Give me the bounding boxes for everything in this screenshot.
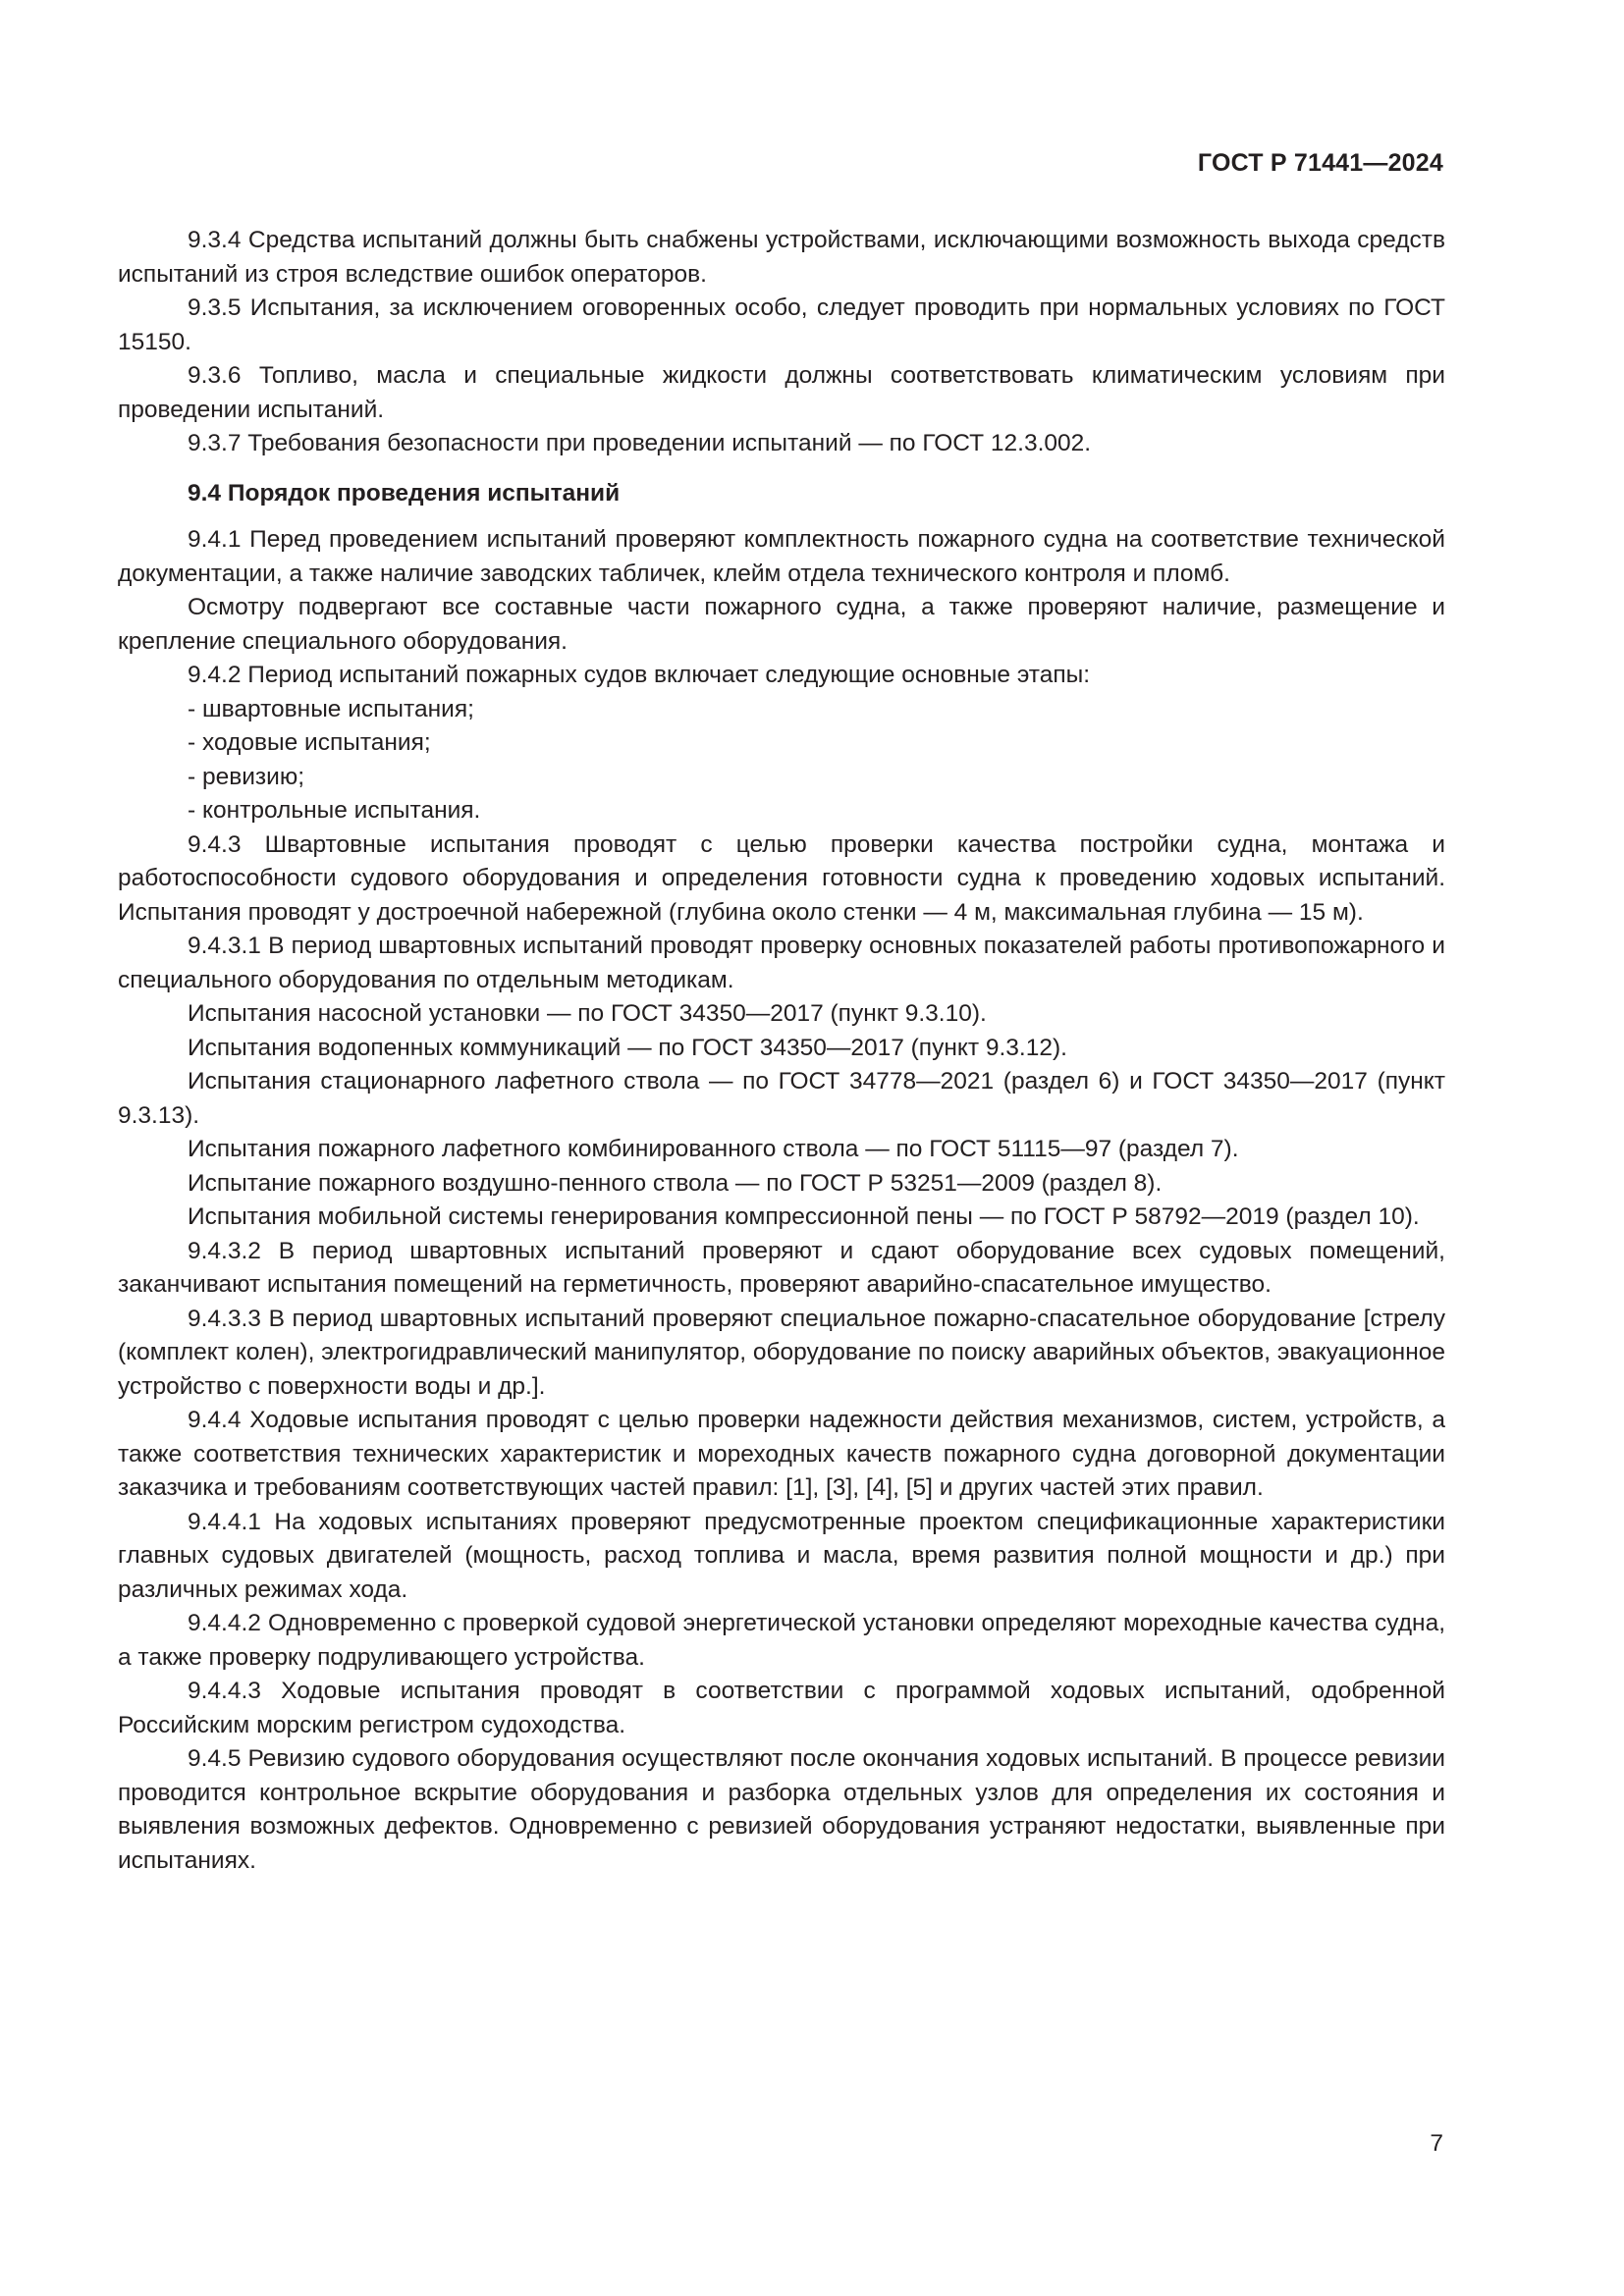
list-item-mooring-tests: - швартовные испытания;: [188, 695, 474, 722]
paragraph-monitor-tests: Испытания стационарного лафетного ствола — по ГОСТ 34778—2021 (раздел 6) и ГОСТ 34350—2017 (пункт 9.3.13).: [118, 1068, 1445, 1129]
paragraph-9-4-3: 9.4.3 Швартовные испытания проводят с целью проверки качества постройки судна, монтажа и работоспособности судового оборудования и определения готовности судна к проведению ходовых испытаний. Испытания проводят у достроечной набережной (глубина около стенки — 4 м, максимальная глубина — 15 м).: [118, 830, 1445, 926]
list-item-sea-trials: - ходовые испытания;: [188, 729, 431, 756]
paragraph-9-4-5: 9.4.5 Ревизию судового оборудования осуществляют после окончания ходовых испытаний. В процессе ревизии проводится контрольное вскрытие оборудования и разборка отдельных узлов для определения их состояния и выявления возможных дефектов. Одновременно с ревизией оборудования устраняют недостатки, выявленные при испытаниях.: [118, 1745, 1445, 1874]
paragraph-pump-tests: Испытания насосной установки — по ГОСТ 34350—2017 (пункт 9.3.10).: [188, 1000, 987, 1027]
paragraph-water-foam-tests: Испытания водопенных коммуникаций — по ГОСТ 34350—2017 (пункт 9.3.12).: [188, 1034, 1067, 1061]
paragraph-9-4-4-3: 9.4.4.3 Ходовые испытания проводят в соответствии с программой ходовых испытаний, одобренной Российским морским регистром судоходства.: [118, 1678, 1445, 1738]
paragraph-inspection: Осмотру подвергают все составные части пожарного судна, а также проверяют наличие, размещение и крепление специального оборудования.: [118, 594, 1445, 655]
section-heading-9-4: 9.4 Порядок проведения испытаний: [188, 479, 621, 507]
list-item-control-tests: - контрольные испытания.: [188, 797, 481, 824]
paragraph-9-3-7: 9.3.7 Требования безопасности при проведении испытаний — по ГОСТ 12.3.002.: [188, 430, 1092, 456]
paragraph-9-4-4-2: 9.4.4.2 Одновременно с проверкой судовой энергетической установки определяют мореходные качества судна, а также проверку подруливающего устройства.: [118, 1610, 1445, 1671]
paragraph-9-4-2: 9.4.2 Период испытаний пожарных судов включает следующие основные этапы:: [188, 662, 1091, 688]
paragraph-9-4-3-3: 9.4.3.3 В период швартовных испытаний проверяют специальное пожарно-спасательное оборудование [стрелу (комплект колен), электрогидравлический манипулятор, оборудование по поиску аварийных объектов, эвакуационное устройство с поверхности воды и др.].: [118, 1305, 1445, 1400]
paragraph-9-3-6: 9.3.6 Топливо, масла и специальные жидкости должны соответствовать климатическим условиям при проведении испытаний.: [118, 362, 1445, 423]
page-number: 7: [1430, 2130, 1443, 2157]
document-code-header: ГОСТ Р 71441—2024: [1197, 149, 1443, 177]
paragraph-9-3-5: 9.3.5 Испытания, за исключением оговоренных особо, следует проводить при нормальных условиях по ГОСТ 15150.: [118, 294, 1445, 355]
paragraph-9-4-1: 9.4.1 Перед проведением испытаний проверяют комплектность пожарного судна на соответствие технической документации, а также наличие заводских табличек, клейм отдела технического контроля и пломб.: [118, 526, 1445, 587]
paragraph-9-4-3-1: 9.4.3.1 В период швартовных испытаний проводят проверку основных показателей работы противопожарного и специального оборудования по отдельным методикам.: [118, 933, 1445, 993]
paragraph-9-4-4-1: 9.4.4.1 На ходовых испытаниях проверяют предусмотренные проектом спецификационные характеристики главных судовых двигателей (мощность, расход топлива и масла, время развития полной мощности и др.) при различных режимах хода.: [118, 1508, 1445, 1603]
paragraph-9-3-4: 9.3.4 Средства испытаний должны быть снабжены устройствами, исключающими возможность выхода средств испытаний из строя вследствие ошибок операторов.: [118, 227, 1445, 288]
paragraph-9-4-4: 9.4.4 Ходовые испытания проводят с целью проверки надежности действия механизмов, систем, устройств, а также соответствия технических характеристик и мореходных качеств пожарного судна договорной документации заказчика и требованиям соответствующих частей правил: [1], [3], [4], [5] и других частей этих правил.: [118, 1407, 1445, 1501]
paragraph-compressed-foam-tests: Испытания мобильной системы генерирования компрессионной пены — по ГОСТ Р 58792—2019 (раздел 10).: [188, 1203, 1420, 1230]
document-body: [118, 224, 1445, 1878]
paragraph-combined-monitor-tests: Испытания пожарного лафетного комбинированного ствола — по ГОСТ 51115—97 (раздел 7).: [188, 1136, 1239, 1162]
list-item-revision: - ревизию;: [188, 763, 305, 790]
paragraph-foam-nozzle-test: Испытание пожарного воздушно-пенного ствола — по ГОСТ Р 53251—2009 (раздел 8).: [188, 1169, 1163, 1197]
paragraph-9-4-3-2: 9.4.3.2 В период швартовных испытаний проверяют и сдают оборудование всех судовых помещений, заканчивают испытания помещений на герметичность, проверяют аварийно-спасательное имущество.: [118, 1237, 1445, 1298]
